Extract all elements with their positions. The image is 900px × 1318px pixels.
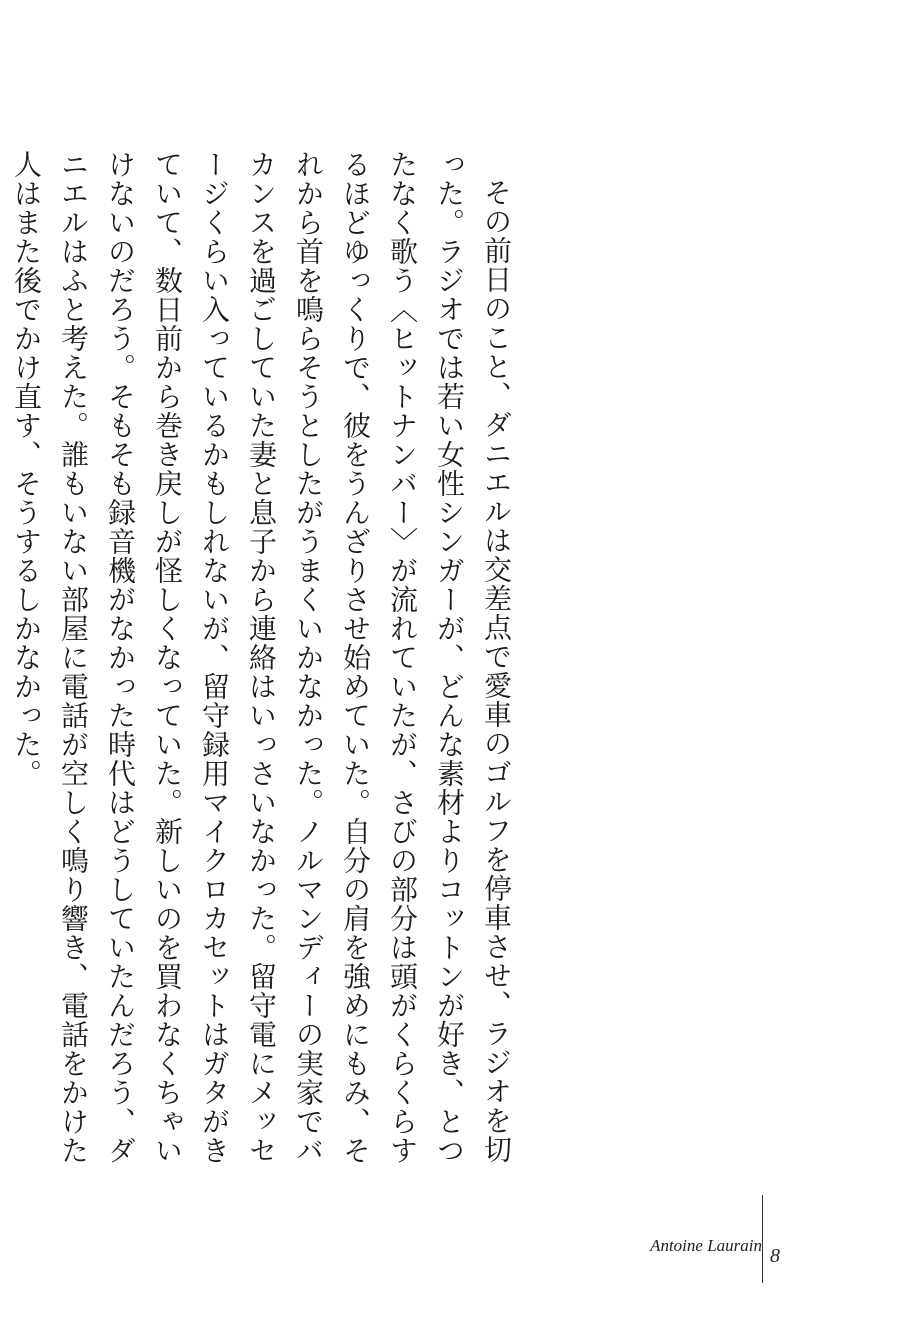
page-number: 8 [770,1245,780,1267]
footer-divider [762,1195,763,1283]
paragraph-1: その前日のこと、ダニエルは交差点で愛車のゴルフを停車させ、ラジオを切った。ラジオでは若い女性シンガーが、どんな素材よりコットンが好き、とつたなく歌う〈ヒットナンバー〉が流れていたが、さびの部分は頭がくらくらするほどゆっくりで、彼をうんざりさせ始めていた。自分の肩を強めにもみ、それから首を鳴らそうとしたがうまくいかなかった。ノルマンディーの実家でバカンスを過ごしていた妻と息子から連絡はいっさいなかった。留守電にメッセージくらい入っているかもしれないが、留守録用マイクロカセットはガタがきていて、数日前から巻き戻しが怪しくなっていた。新しいのを買わなくちゃいけないのだろう。そもそも録音機がなかった時代はどうしていたんだろう、ダニエルはふと考えた。誰もいない部屋に電話が空しく鳴り響き、電話をかけた人はまた後でかけ直す、そうするしかなかった。 [10,150,513,1165]
vertical-text-block [10,150,520,1170]
paragraph-2 [0,150,3,1170]
footer-author-name: Antoine Laurain [650,1236,762,1255]
